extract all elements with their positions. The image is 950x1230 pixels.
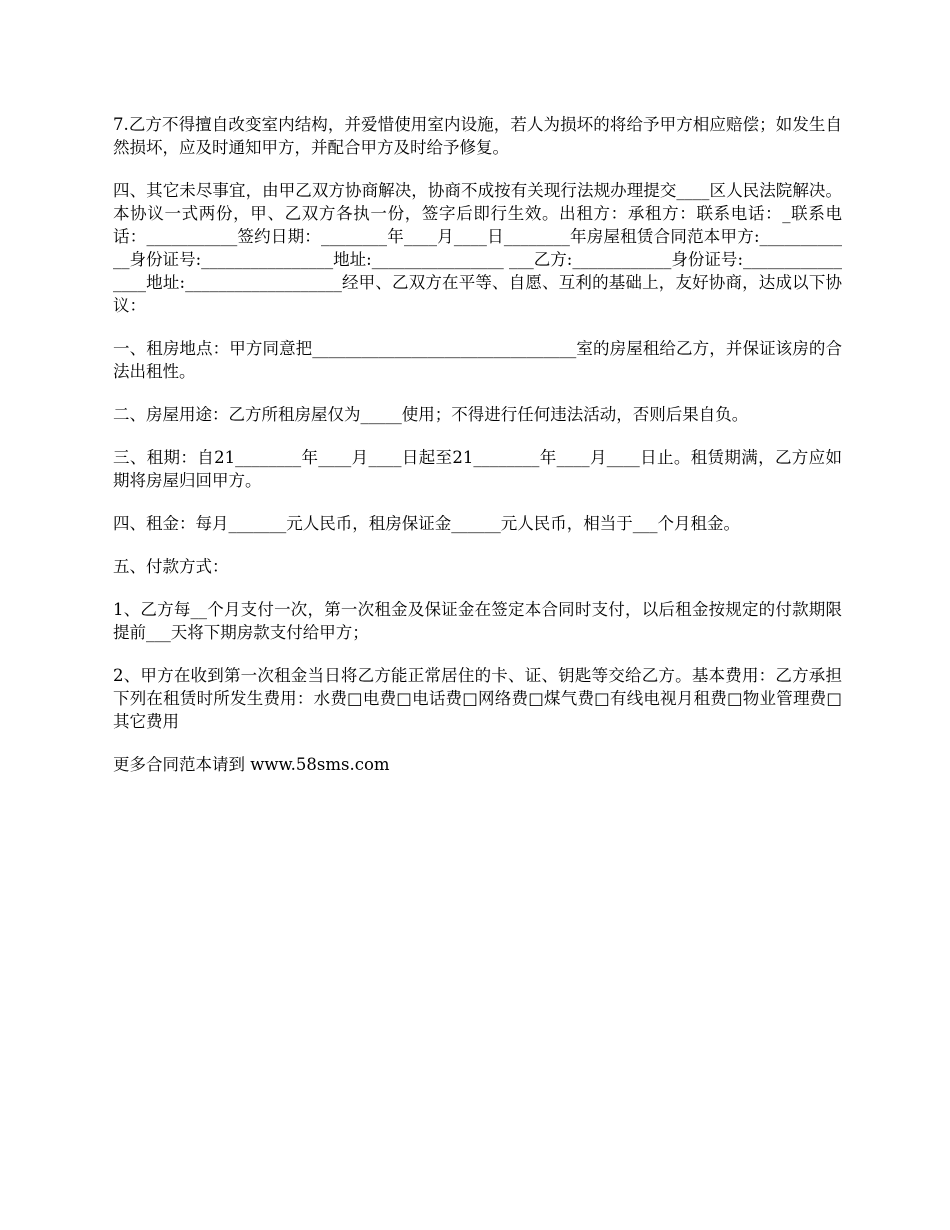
paragraph-house-usage: 二、房屋用途：乙方所租房屋仅为_____使用；不得进行任何违法活动，否则后果自负。 [113,405,749,424]
paragraph-payment-item-2: 2、甲方在收到第一次租金当日将乙方能正常居住的卡、证、钥匙等交给乙方。基本费用：乙方承担下列在租赁时所发生费用：水费□电费□电话费□网络费□煤气费□有线电视月租费□物业管理费□其它费用 [113,666,842,731]
paragraph-payment-method: 五、付款方式： [113,557,229,576]
paragraph-clause-7: 7.乙方不得擅自改变室内结构，并爱惜使用室内设施，若人为损坏的将给予甲方相应赔偿；如发生自然损坏，应及时通知甲方，并配合甲方及时给予修复。 [113,115,842,157]
paragraph-payment-item-1: 1、乙方每__个月支付一次，第一次租金及保证金在签定本合同时支付，以后租金按规定的付款期限提前___天将下期房款支付给甲方； [113,600,842,642]
paragraph-lease-term: 三、租期：自21________年____月____日起至21________年____月____日止。租赁期满，乙方应如期将房屋归回甲方。 [113,448,842,490]
paragraph-rent: 四、租金：每月_______元人民币，租房保证金______元人民币，相当于___个月租金。 [113,514,740,533]
paragraph-other-matters: 四、其它未尽事宜，由甲乙双方协商解决，协商不成按有关现行法规办理提交____区人民法院解决。本协议一式两份，甲、乙双方各执一份，签字后即行生效。出租方：承租方：联系电话：_联系电话：___________签约日期：________年____月____日________年房屋租赁合同范本甲方:____________身份证号:________________地址:________________ ___乙方:____________身份证号:________________地址:___________________经甲、乙双方在平等、自愿、互利的基础上，友好协商，达成以下协议： [113,181,842,315]
footer-more-templates-link[interactable]: 更多合同范本请到 www.58sms.com [113,755,390,774]
paragraph-rental-location: 一、租房地点：甲方同意把________________________________室的房屋租给乙方，并保证该房的合法出租性。 [113,339,842,381]
